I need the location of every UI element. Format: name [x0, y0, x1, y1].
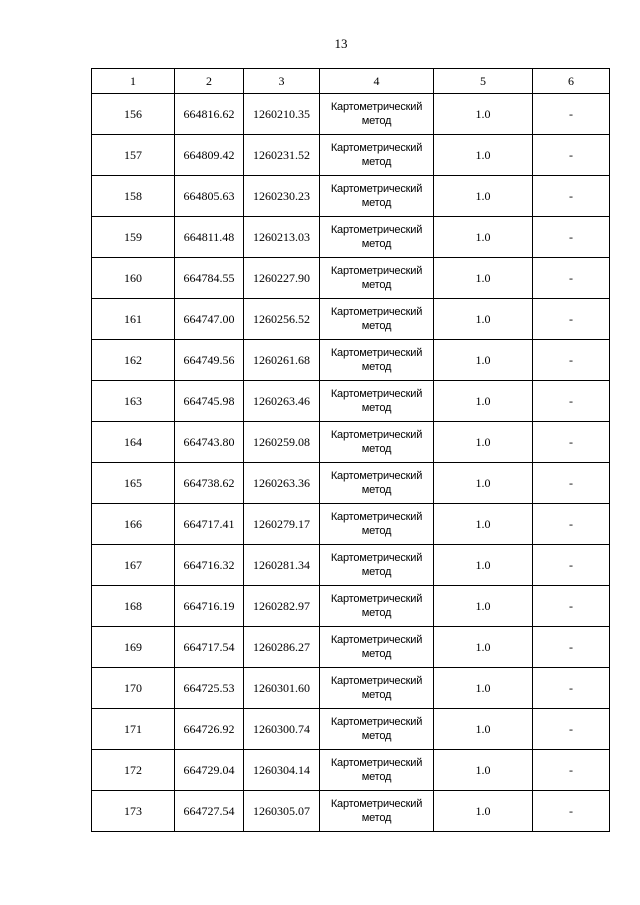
x-coordinate-cell: 664809.42	[175, 135, 244, 176]
method-cell	[320, 381, 434, 422]
x-coordinate-cell: 664811.48	[175, 217, 244, 258]
note-cell: -	[533, 709, 610, 750]
y-coordinate-cell: 1260286.27	[244, 627, 320, 668]
y-coordinate-cell: 1260282.97	[244, 586, 320, 627]
method-line-2: метод	[361, 730, 392, 742]
y-coordinate-cell: 1260263.46	[244, 381, 320, 422]
accuracy-cell: 1.0	[434, 340, 533, 381]
note-cell: -	[533, 217, 610, 258]
point-number-cell: 162	[92, 340, 175, 381]
note-cell: -	[533, 135, 610, 176]
method-line-2: метод	[361, 238, 392, 250]
accuracy-cell: 1.0	[434, 709, 533, 750]
method-line-1: Картометрический	[330, 675, 423, 687]
method-line-2: метод	[361, 197, 392, 209]
method-line-1: Картометрический	[330, 306, 423, 318]
table-row	[92, 422, 610, 463]
note-cell: -	[533, 94, 610, 135]
point-number-cell: 173	[92, 791, 175, 832]
note-cell: -	[533, 545, 610, 586]
column-header: 1	[92, 69, 175, 94]
table-row	[92, 668, 610, 709]
method-line-1: Картометрический	[330, 593, 423, 605]
x-coordinate-cell: 664716.19	[175, 586, 244, 627]
method-line-1: Картометрический	[330, 552, 423, 564]
method-cell	[320, 135, 434, 176]
x-coordinate-cell: 664716.32	[175, 545, 244, 586]
method-line-2: метод	[361, 607, 392, 619]
note-cell: -	[533, 627, 610, 668]
method-cell	[320, 217, 434, 258]
note-cell: -	[533, 299, 610, 340]
point-number-cell: 167	[92, 545, 175, 586]
x-coordinate-cell: 664725.53	[175, 668, 244, 709]
note-cell: -	[533, 791, 610, 832]
method-cell	[320, 627, 434, 668]
method-line-1: Картометрический	[330, 101, 423, 113]
point-number-cell: 164	[92, 422, 175, 463]
point-number-cell: 166	[92, 504, 175, 545]
note-cell: -	[533, 422, 610, 463]
accuracy-cell: 1.0	[434, 176, 533, 217]
method-line-2: метод	[361, 689, 392, 701]
method-cell	[320, 176, 434, 217]
method-line-2: метод	[361, 648, 392, 660]
column-header: 4	[320, 69, 434, 94]
method-cell	[320, 750, 434, 791]
x-coordinate-cell: 664784.55	[175, 258, 244, 299]
y-coordinate-cell: 1260256.52	[244, 299, 320, 340]
table-row	[92, 504, 610, 545]
y-coordinate-cell: 1260279.17	[244, 504, 320, 545]
x-coordinate-cell: 664726.92	[175, 709, 244, 750]
method-line-1: Картометрический	[330, 511, 423, 523]
note-cell: -	[533, 504, 610, 545]
note-cell: -	[533, 381, 610, 422]
x-coordinate-cell: 664745.98	[175, 381, 244, 422]
y-coordinate-cell: 1260227.90	[244, 258, 320, 299]
method-line-2: метод	[361, 443, 392, 455]
y-coordinate-cell: 1260281.34	[244, 545, 320, 586]
method-line-2: метод	[361, 402, 392, 414]
y-coordinate-cell: 1260300.74	[244, 709, 320, 750]
table-row	[92, 463, 610, 504]
method-cell	[320, 504, 434, 545]
note-cell: -	[533, 586, 610, 627]
y-coordinate-cell: 1260259.08	[244, 422, 320, 463]
method-cell	[320, 791, 434, 832]
accuracy-cell: 1.0	[434, 217, 533, 258]
table-row	[92, 545, 610, 586]
method-cell	[320, 545, 434, 586]
table-row	[92, 627, 610, 668]
note-cell: -	[533, 750, 610, 791]
accuracy-cell: 1.0	[434, 258, 533, 299]
note-cell: -	[533, 463, 610, 504]
method-line-1: Картометрический	[330, 183, 423, 195]
x-coordinate-cell: 664727.54	[175, 791, 244, 832]
method-line-2: метод	[361, 484, 392, 496]
table-row	[92, 94, 610, 135]
note-cell: -	[533, 668, 610, 709]
table-row	[92, 791, 610, 832]
method-cell	[320, 258, 434, 299]
accuracy-cell: 1.0	[434, 791, 533, 832]
accuracy-cell: 1.0	[434, 668, 533, 709]
method-line-2: метод	[361, 320, 392, 332]
method-line-2: метод	[361, 115, 392, 127]
y-coordinate-cell: 1260230.23	[244, 176, 320, 217]
method-line-1: Картометрический	[330, 388, 423, 400]
x-coordinate-cell: 664747.00	[175, 299, 244, 340]
y-coordinate-cell: 1260304.14	[244, 750, 320, 791]
method-line-2: метод	[361, 525, 392, 537]
note-cell: -	[533, 176, 610, 217]
point-number-cell: 159	[92, 217, 175, 258]
method-cell	[320, 94, 434, 135]
method-line-1: Картометрический	[330, 470, 423, 482]
accuracy-cell: 1.0	[434, 545, 533, 586]
x-coordinate-cell: 664717.54	[175, 627, 244, 668]
accuracy-cell: 1.0	[434, 463, 533, 504]
table-row	[92, 176, 610, 217]
method-line-1: Картометрический	[330, 265, 423, 277]
method-line-1: Картометрический	[330, 347, 423, 359]
method-cell	[320, 340, 434, 381]
point-number-cell: 163	[92, 381, 175, 422]
table-row	[92, 709, 610, 750]
accuracy-cell: 1.0	[434, 135, 533, 176]
point-number-cell: 161	[92, 299, 175, 340]
method-line-2: метод	[361, 361, 392, 373]
point-number-cell: 156	[92, 94, 175, 135]
coordinates-table	[91, 68, 610, 832]
accuracy-cell: 1.0	[434, 627, 533, 668]
point-number-cell: 170	[92, 668, 175, 709]
accuracy-cell: 1.0	[434, 750, 533, 791]
table-row	[92, 750, 610, 791]
method-line-2: метод	[361, 279, 392, 291]
method-line-2: метод	[361, 812, 392, 824]
point-number-cell: 165	[92, 463, 175, 504]
method-line-1: Картометрический	[330, 798, 423, 810]
point-number-cell: 168	[92, 586, 175, 627]
method-cell	[320, 668, 434, 709]
method-line-2: метод	[361, 156, 392, 168]
method-cell	[320, 709, 434, 750]
y-coordinate-cell: 1260263.36	[244, 463, 320, 504]
table-row	[92, 217, 610, 258]
accuracy-cell: 1.0	[434, 422, 533, 463]
table-row	[92, 586, 610, 627]
table-body	[92, 94, 610, 832]
y-coordinate-cell: 1260210.35	[244, 94, 320, 135]
x-coordinate-cell: 664816.62	[175, 94, 244, 135]
y-coordinate-cell: 1260231.52	[244, 135, 320, 176]
method-line-1: Картометрический	[330, 429, 423, 441]
header-row	[92, 69, 610, 94]
y-coordinate-cell: 1260301.60	[244, 668, 320, 709]
method-cell	[320, 299, 434, 340]
point-number-cell: 172	[92, 750, 175, 791]
accuracy-cell: 1.0	[434, 299, 533, 340]
point-number-cell: 169	[92, 627, 175, 668]
method-cell	[320, 463, 434, 504]
accuracy-cell: 1.0	[434, 504, 533, 545]
x-coordinate-cell: 664749.56	[175, 340, 244, 381]
y-coordinate-cell: 1260305.07	[244, 791, 320, 832]
column-header: 6	[533, 69, 610, 94]
note-cell: -	[533, 340, 610, 381]
point-number-cell: 171	[92, 709, 175, 750]
table-row	[92, 135, 610, 176]
method-line-1: Картометрический	[330, 224, 423, 236]
column-header: 3	[244, 69, 320, 94]
accuracy-cell: 1.0	[434, 586, 533, 627]
method-line-1: Картометрический	[330, 634, 423, 646]
table-row	[92, 258, 610, 299]
method-line-1: Картометрический	[330, 757, 423, 769]
method-line-1: Картометрический	[330, 142, 423, 154]
column-header: 2	[175, 69, 244, 94]
y-coordinate-cell: 1260213.03	[244, 217, 320, 258]
y-coordinate-cell: 1260261.68	[244, 340, 320, 381]
method-line-1: Картометрический	[330, 716, 423, 728]
x-coordinate-cell: 664729.04	[175, 750, 244, 791]
method-line-2: метод	[361, 771, 392, 783]
accuracy-cell: 1.0	[434, 381, 533, 422]
point-number-cell: 158	[92, 176, 175, 217]
x-coordinate-cell: 664717.41	[175, 504, 244, 545]
table-row	[92, 299, 610, 340]
point-number-cell: 160	[92, 258, 175, 299]
table-row	[92, 340, 610, 381]
point-number-cell: 157	[92, 135, 175, 176]
note-cell: -	[533, 258, 610, 299]
method-cell	[320, 422, 434, 463]
x-coordinate-cell: 664743.80	[175, 422, 244, 463]
method-cell	[320, 586, 434, 627]
method-line-2: метод	[361, 566, 392, 578]
column-header: 5	[434, 69, 533, 94]
table-row	[92, 381, 610, 422]
x-coordinate-cell: 664738.62	[175, 463, 244, 504]
x-coordinate-cell: 664805.63	[175, 176, 244, 217]
page-number: 13	[334, 36, 348, 51]
accuracy-cell: 1.0	[434, 94, 533, 135]
